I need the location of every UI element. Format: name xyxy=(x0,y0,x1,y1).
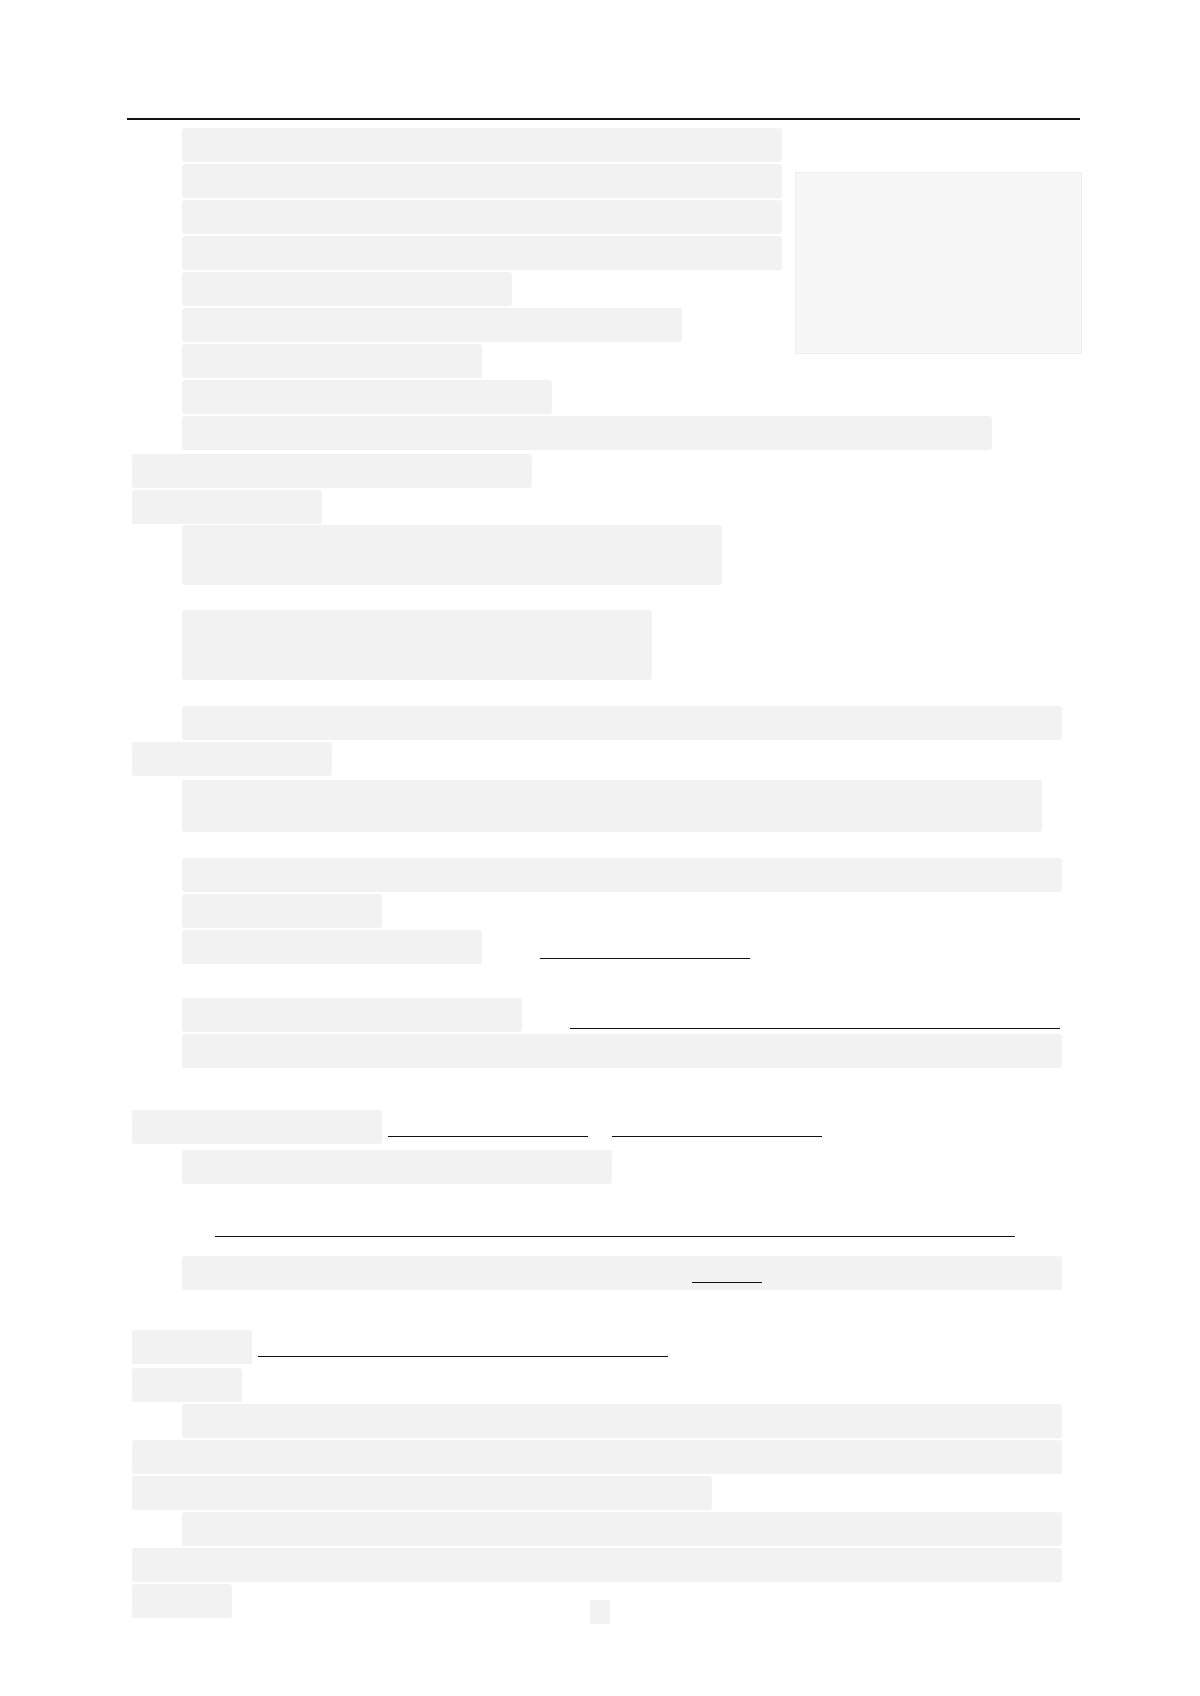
text-line xyxy=(182,1034,1062,1068)
text-line xyxy=(132,1476,712,1510)
answer-blank[interactable] xyxy=(388,1136,588,1137)
text-line xyxy=(182,998,522,1032)
text-line xyxy=(132,1584,232,1618)
text-line xyxy=(182,894,382,928)
answer-blank[interactable] xyxy=(612,1136,822,1137)
section-heading xyxy=(132,454,532,488)
answer-blank[interactable] xyxy=(258,1356,668,1357)
answer-blank[interactable] xyxy=(692,1282,762,1283)
answer-blank[interactable] xyxy=(570,1028,1060,1029)
text-line xyxy=(182,858,1062,892)
synthesis-route xyxy=(182,780,1042,832)
reaction-scheme xyxy=(182,525,722,585)
text-line xyxy=(182,1404,1062,1438)
text-line xyxy=(182,200,782,234)
text-line xyxy=(132,1440,1062,1474)
option-line xyxy=(182,380,552,414)
text-line xyxy=(132,742,332,776)
answer-blank[interactable] xyxy=(540,958,750,959)
text-line xyxy=(182,1256,1062,1290)
text-line xyxy=(132,1548,1062,1582)
header-rule xyxy=(127,118,1080,120)
reaction-scheme xyxy=(182,610,652,680)
text-line xyxy=(182,128,782,162)
text-line xyxy=(182,706,1062,740)
figure-placeholder xyxy=(795,172,1080,352)
option-line xyxy=(182,308,682,342)
page-number xyxy=(590,1600,610,1624)
option-line xyxy=(182,344,482,378)
text-line xyxy=(182,272,512,306)
text-line xyxy=(182,164,782,198)
text-line xyxy=(182,930,482,964)
text-line xyxy=(132,1110,382,1144)
question-heading xyxy=(132,1368,242,1402)
text-line xyxy=(182,236,782,270)
text-line xyxy=(182,1512,1062,1546)
text-line xyxy=(182,1150,612,1184)
answer-blank[interactable] xyxy=(215,1236,1015,1237)
text-line xyxy=(132,1330,252,1364)
option-line xyxy=(182,416,992,450)
question-heading xyxy=(132,490,322,524)
